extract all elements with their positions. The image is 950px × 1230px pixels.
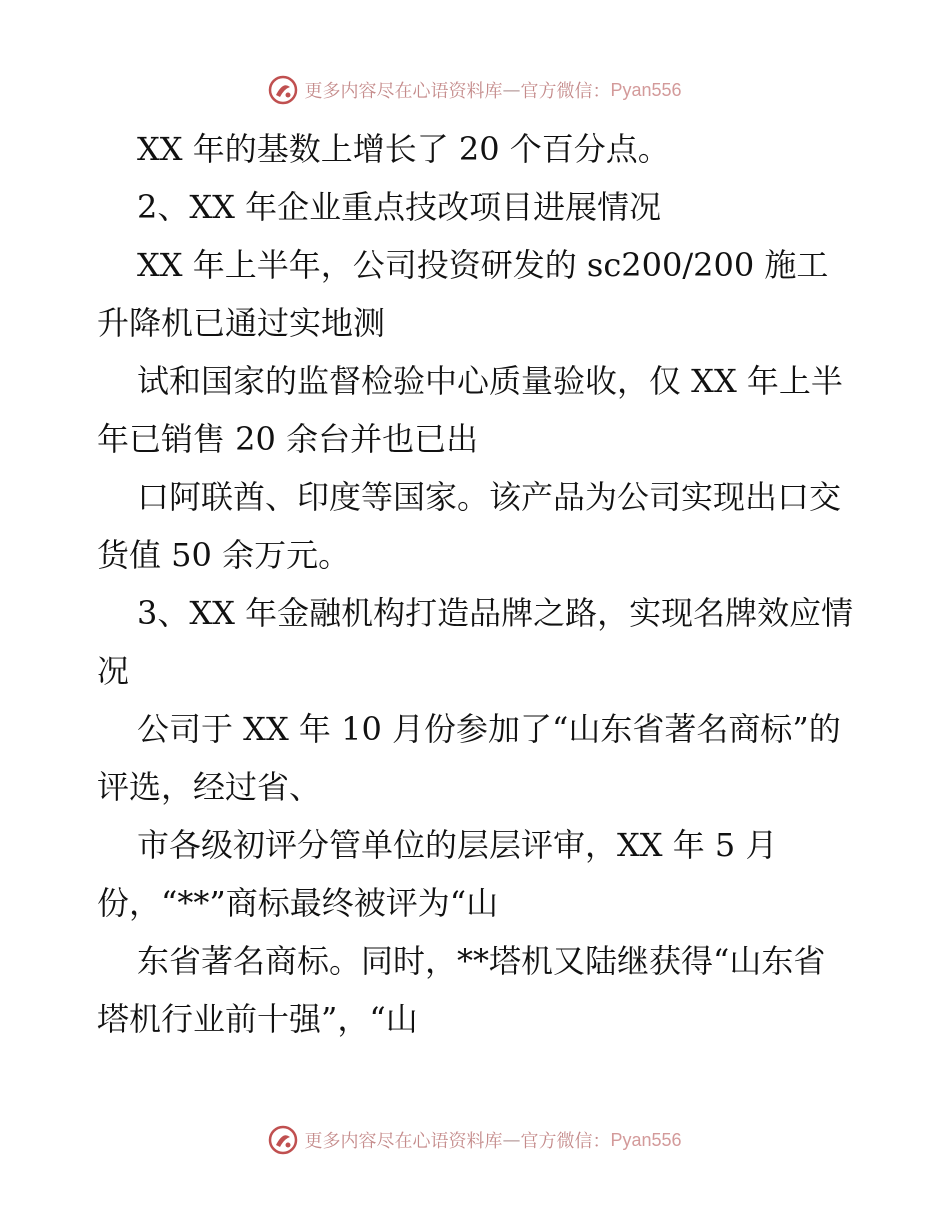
watermark-separator: — <box>502 1129 521 1151</box>
watermark-handle: Pyan556 <box>610 1129 682 1150</box>
watermark-contact-label: 官方微信： <box>520 81 611 102</box>
paragraph: 口阿联酋、印度等国家。该产品为公司实现出口交货值 50 余万元。 <box>97 478 842 574</box>
paragraph: 市各级初评分管单位的层层评审，XX 年 5 月份，“**”商标最终被评为“山 <box>97 826 778 922</box>
paragraph: 试和国家的监督检验中心质量验收，仅 XX 年上半年已销售 20 余台并也已出 <box>97 362 843 458</box>
seal-logo-icon <box>268 1125 298 1155</box>
watermark-contact-label: 官方微信： <box>520 1131 611 1152</box>
watermark-separator: — <box>502 79 521 101</box>
paragraph: XX 年的基数上增长了 20 个百分点。 <box>137 130 670 168</box>
watermark-text: 更多内容尽在心语资料库 <box>304 1131 503 1152</box>
paragraph: 东省著名商标。同时，**塔机又陆继获得“山东省塔机行业前十强”，“山 <box>97 942 826 1038</box>
watermark-text: 更多内容尽在心语资料库 <box>304 81 503 102</box>
header-watermark <box>0 70 950 110</box>
seal-logo-icon <box>268 75 298 105</box>
paragraph: XX 年上半年，公司投资研发的 sc200/200 施工升降机已通过实地测 <box>97 246 829 342</box>
paragraph: 公司于 XX 年 10 月份参加了“山东省著名商标”的评选，经过省、 <box>97 710 841 806</box>
section-heading: 2、XX 年企业重点技改项目进展情况 <box>137 188 662 226</box>
section-heading: 3、XX 年金融机构打造品牌之路，实现名牌效应情况 <box>97 594 854 690</box>
document-body <box>97 120 857 1048</box>
watermark-handle: Pyan556 <box>610 79 682 100</box>
footer-watermark <box>0 1120 950 1160</box>
